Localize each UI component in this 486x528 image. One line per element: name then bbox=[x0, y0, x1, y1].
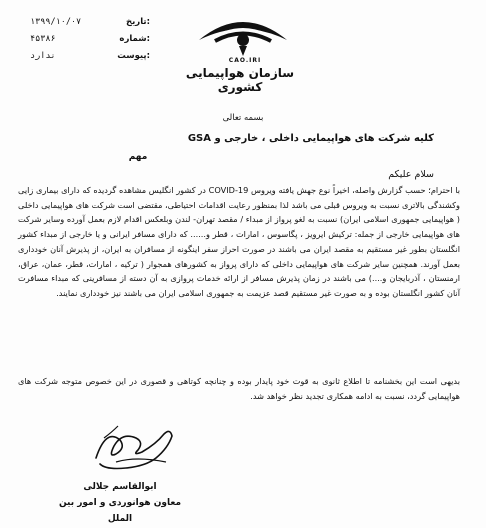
signer-name: ابوالقاسم جلالی bbox=[83, 482, 157, 492]
body-paragraph: با احترام؛ حسب گزارش واصله، اخیراً نوع جهش یافته ویروس COVID-19 در کشور انگلیس مشاهده گردیده که دارای بیماری زایی وکشندگی بالاتری نسبت به ویروس قبلی می باشد لذا بمنظور رعایت اقدامات احتیاطی، مقتضی است شرکت های هواپیمایی داخلی ( هواپیمایی جمهوری اسلامی ایران) نسبت به لغو پرواز از مبداء / مقصد تهران- لندن وبلعکس اقدام لازم بعمل آورده وسایر شرکت های هواپیمایی خارجی از جمله: ترکیش ایرویز ، پگاسوس ، امارات ، قطر و...... که دارای مسافر ایرانی و یا خارجی از مبداء کشور انگلستان بطور غیر مستقیم به مقصد ایران می باشند در صورت احراز سفر اینگونه از مسافران به ایران، از پذیرش آنان خودداری بعمل آورند. همچنین سایر شرکت های هواپیمایی داخلی که دارای پرواز به کشورهای همجوار ( ترکیه ، امارات، قطر، عمان، عراق، ارمنستان ، آذربایجان و....) می باشند در زمان پذیرش مسافر از ارائه خدمات پروازی به آن دسته از مسافرینی که مبداء مسافرت آنان کشور انگلستان بوده و به صورت غیر مستقیم قصد عزیمت به جمهوری اسلامی ایران می باشند نیز خودداری نمایند. bbox=[18, 185, 460, 298]
number-label: شماره: bbox=[119, 34, 150, 44]
wing-logo-icon bbox=[193, 10, 293, 58]
priority-stamp: مهم bbox=[128, 152, 148, 162]
greeting: سلام علیکم bbox=[388, 169, 434, 180]
reference-block bbox=[30, 14, 150, 65]
signature-icon bbox=[86, 418, 182, 476]
signer-block bbox=[50, 479, 190, 527]
attachment-label: پیوست: bbox=[117, 51, 150, 61]
recipient-line: کلیه شرکت های هواپیمایی داخلی ، خارجی و GSA bbox=[187, 133, 434, 144]
date-label: تاریخ: bbox=[125, 17, 150, 27]
number-row bbox=[30, 31, 150, 48]
date-row bbox=[30, 14, 150, 31]
handwritten-signature bbox=[86, 418, 182, 476]
attachment-value: ندارد bbox=[30, 51, 56, 61]
date-value: ۱۳۹۹/۱۰/۰۷ bbox=[30, 17, 82, 27]
organization-name: سازمان هواپیمایی کشوری bbox=[185, 66, 295, 94]
cao-logo bbox=[193, 10, 293, 58]
signer-title: معاون هوانوردی و امور بین الملل bbox=[58, 498, 182, 524]
letter-body bbox=[18, 183, 460, 301]
closing-paragraph: بدیهی است این بخشنامه تا اطلاع ثانوی به قوت خود پایدار بوده و چنانچه کوتاهی و قصوری در این خصوص متوجه شرکت های هواپیمایی گردد، نسبت به ادامه همکاری تجدید نظر خواهد شد. bbox=[18, 376, 460, 401]
attachment-row bbox=[30, 48, 150, 65]
number-value: ۴۵۳۸۶ bbox=[30, 34, 56, 44]
logo-abbreviation: CAO.IRI bbox=[228, 57, 262, 64]
basmala: بسمه تعالی bbox=[222, 113, 264, 123]
